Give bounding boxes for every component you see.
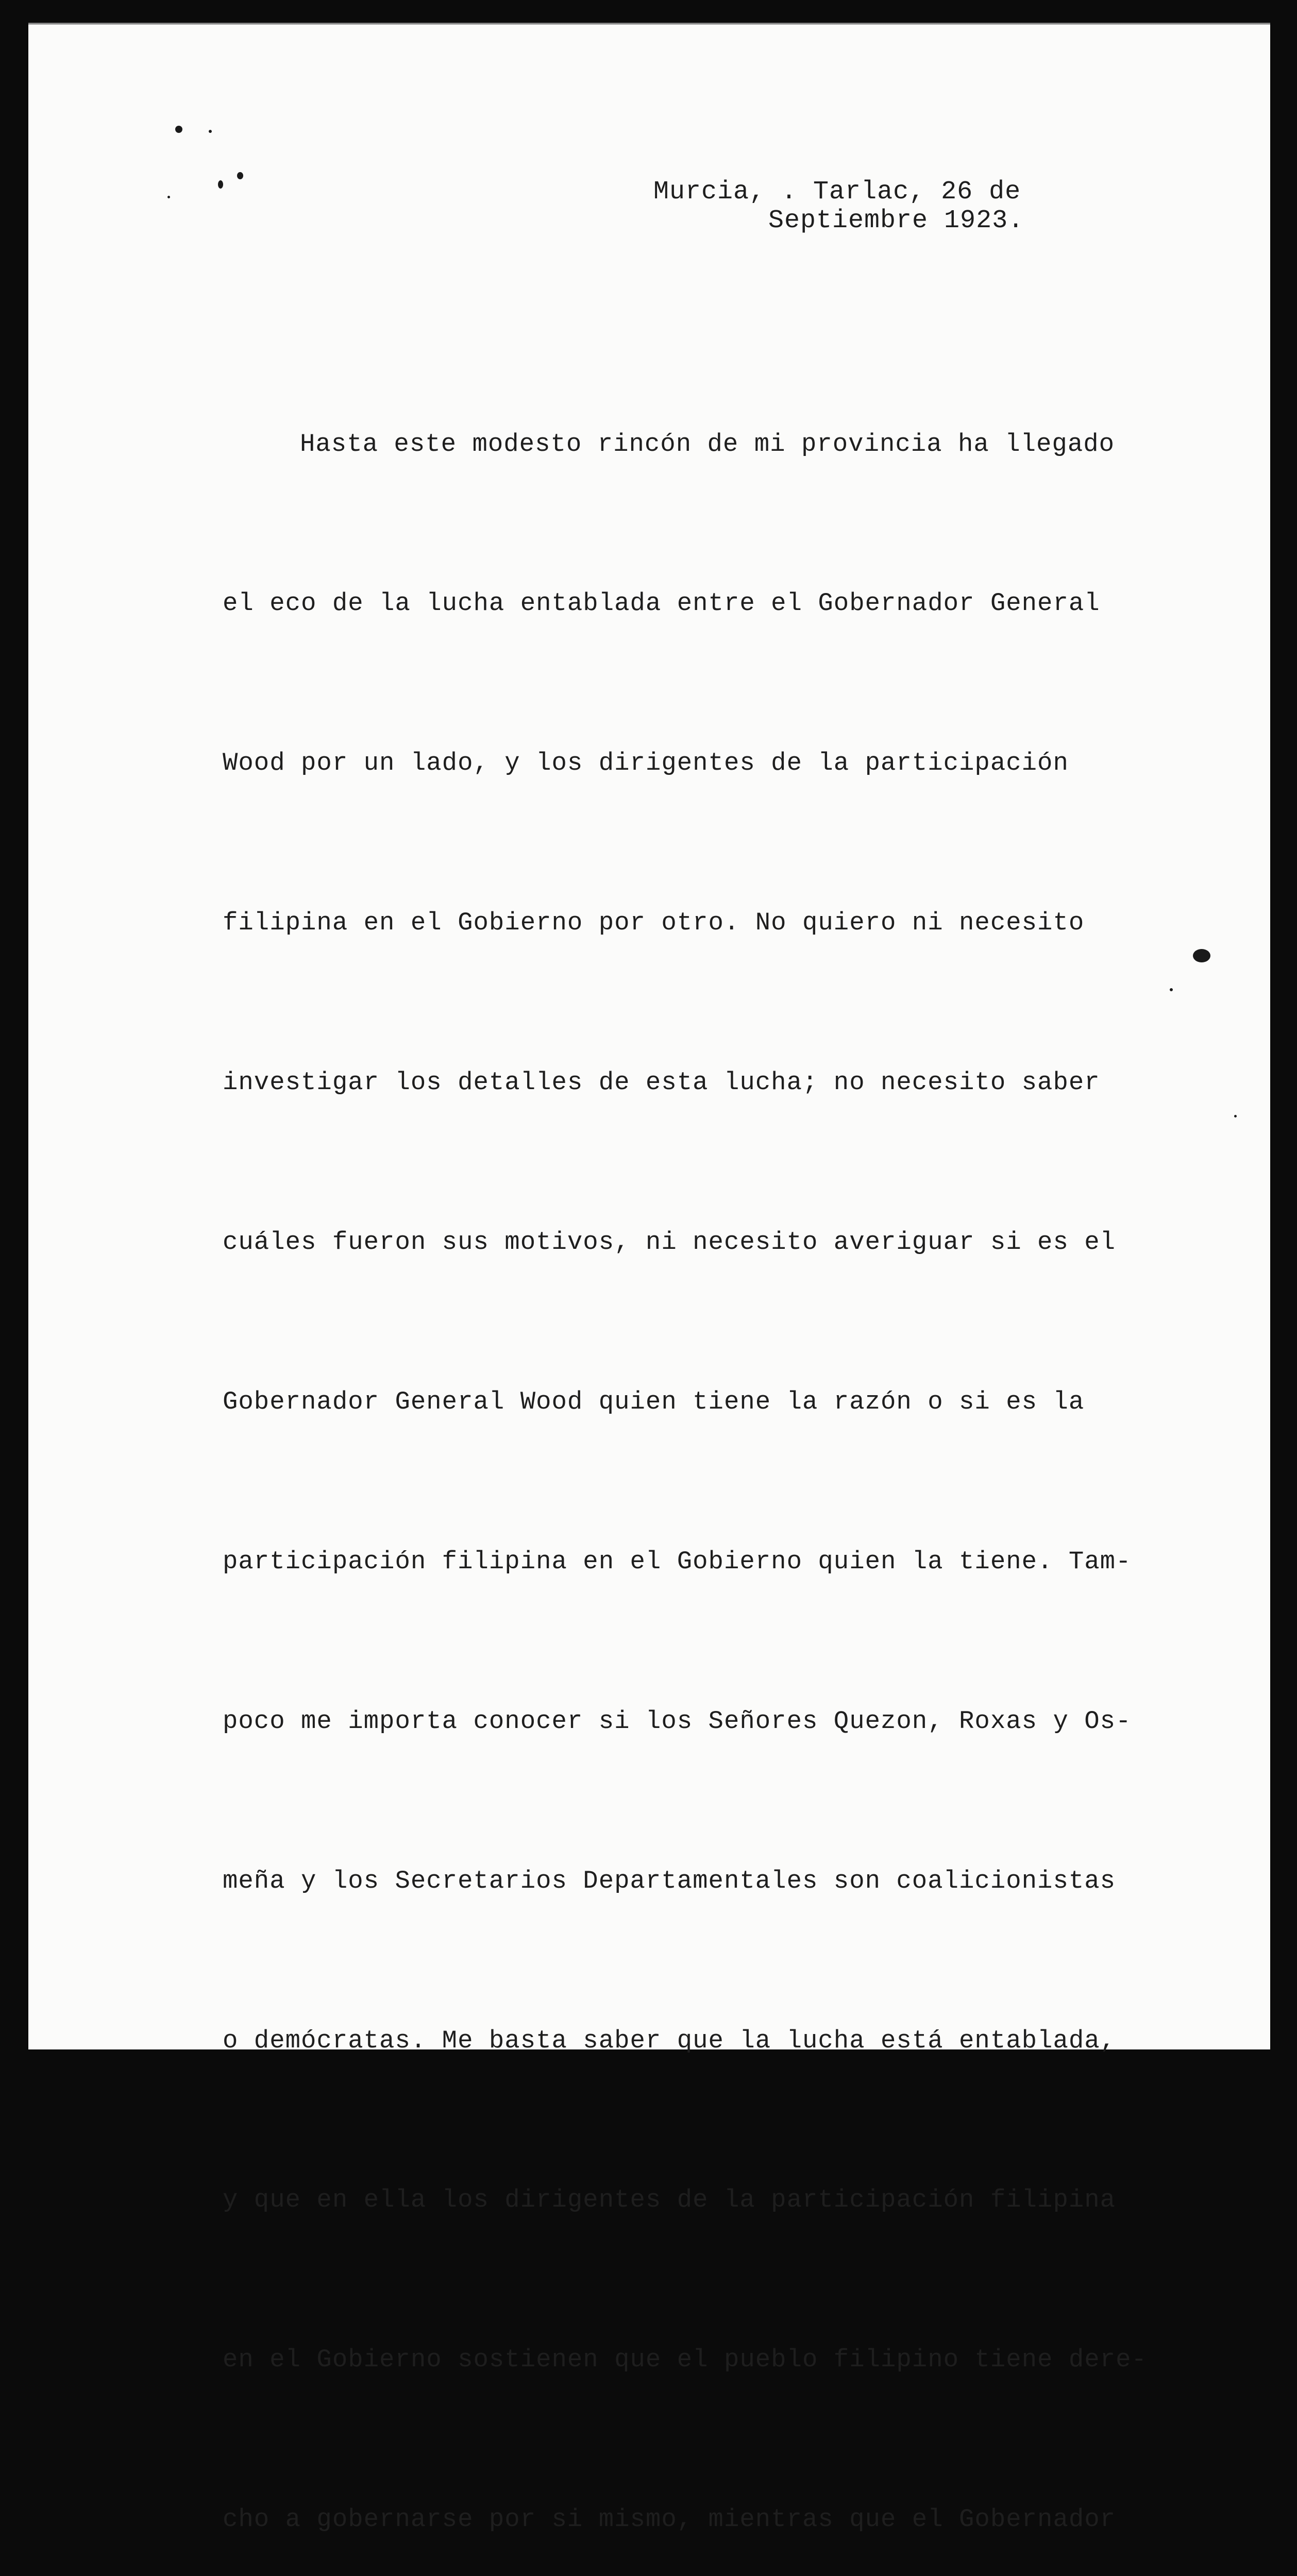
ink-speck — [175, 126, 182, 133]
ink-speck — [1193, 949, 1210, 962]
ink-speck — [167, 196, 170, 198]
ink-speck — [1234, 1115, 1237, 1117]
body-line: investigar los detalles de esta lucha; no necesito saber — [223, 1068, 1100, 1097]
body-line: meña y los Secretarios Departamentales son coalicionistas — [223, 1866, 1116, 1895]
body-line: participación filipina en el Gobierno quien la tiene. Tam- — [223, 1547, 1132, 1576]
letter-body — [223, 311, 1163, 2576]
body-line: cho a gobernarse por si mismo, mientras que el Gobernador — [223, 2505, 1116, 2534]
body-line: poco me importa conocer si los Señores Quezon, Roxas y Os- — [223, 1706, 1132, 1736]
place-and-date — [653, 178, 1024, 235]
body-line: cuáles fueron sus motivos, ni necesito averiguar si es el — [223, 1228, 1116, 1257]
date-line: Septiembre 1923. — [768, 206, 1024, 235]
ink-speck — [218, 180, 223, 189]
place-line: Murcia, . Tarlac, 26 de — [653, 177, 1021, 207]
ink-speck — [1170, 988, 1173, 991]
body-line: Hasta este modesto rincón de mi provincia ha llegado — [300, 429, 1115, 459]
body-line: el eco de la lucha entablada entre el Gobernador General — [223, 589, 1100, 618]
body-line: o demócratas. Me basta saber que la lucha está entablada, — [223, 2026, 1116, 2055]
body-line: filipina en el Gobierno por otro. No quiero ni necesito — [223, 908, 1085, 938]
body-line: Gobernador General Wood quien tiene la razón o si es la — [223, 1387, 1085, 1416]
ink-speck — [237, 172, 243, 179]
body-line: Wood por un lado, y los dirigentes de la participación — [223, 749, 1069, 778]
body-line: en el Gobierno sostienen que el pueblo filipino tiene dere- — [223, 2345, 1147, 2375]
ink-speck — [209, 130, 212, 133]
body-line: y que en ella los dirigentes de la participación filipina — [223, 2185, 1116, 2215]
